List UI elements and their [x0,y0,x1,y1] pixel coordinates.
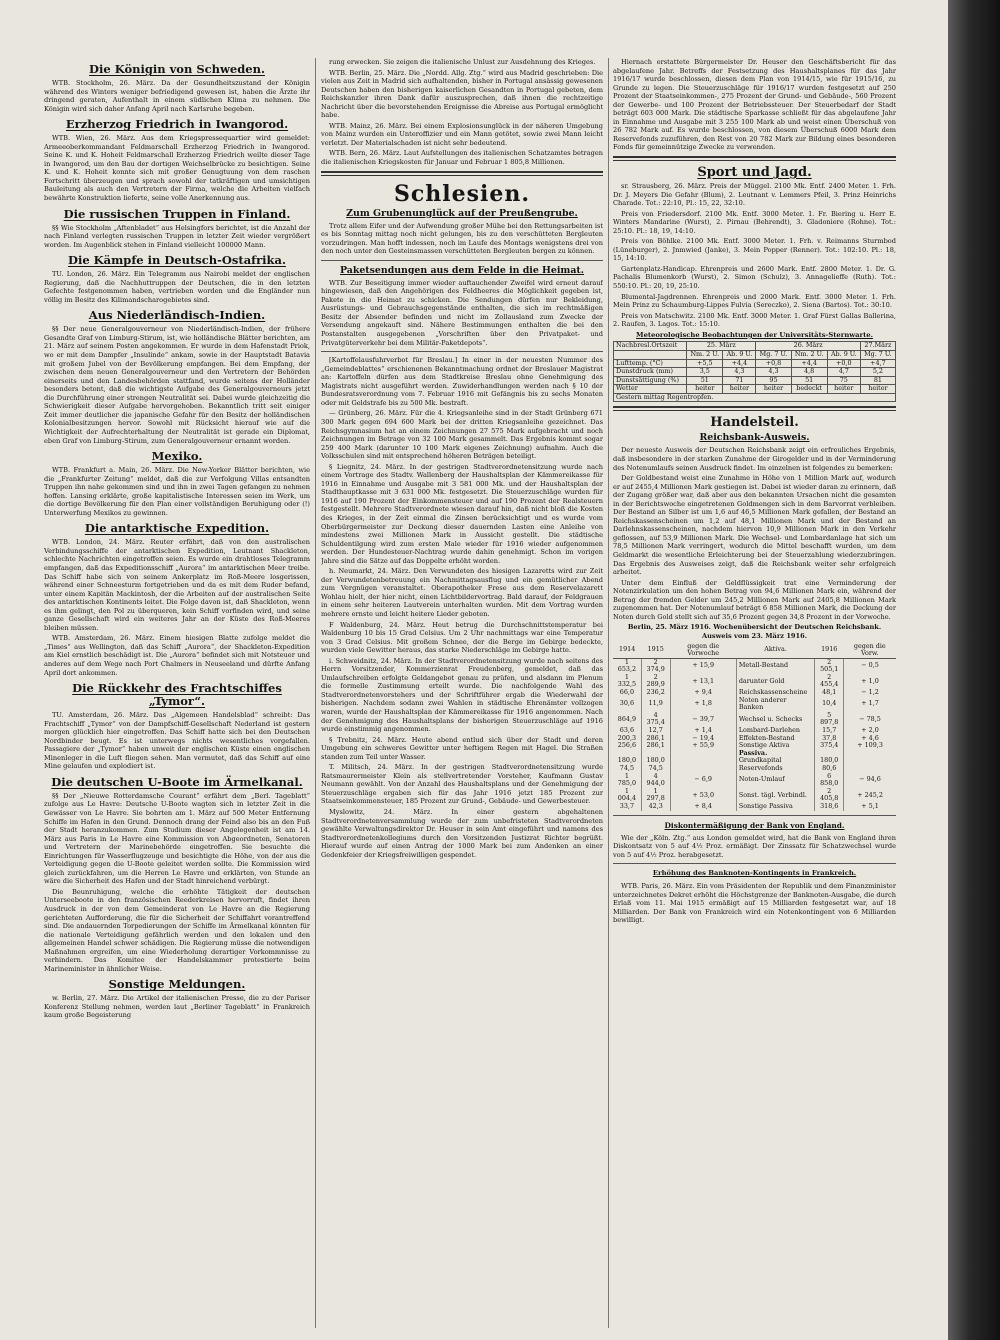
table-cell: 4,8 [791,368,827,377]
headline-mexiko: Mexiko. [151,449,203,464]
column-rule [608,58,609,1328]
headline-frankreich: Erhöhung des Banknoten-Kontingents in Frankreich. [652,869,857,878]
headline-u-boote: Die deutschen U-Boote im Ärmelkanal. [51,774,303,789]
meteo-head: 27.März [860,342,895,351]
headline-tymor: Die Rückkehr des Frachtschiffes „Tymor“. [72,681,282,709]
article-text: [Kartoffelausfuhrverbot für Breslau.] In einer in der neuesten Nummer des „Gemeindeblattes“ erschienenen Bekanntmachung ordnet der Breslauer Magistrat an: Kartoffeln dürfen aus dem Stadtkreise Breslau ohne Genehmigung des Magistrats nicht ausgeführt werden. Zuwiderhandlungen werden nach § 10 der Bundesratsverordnung vom 7. Februar 1916 mit Gefängnis bis zu sechs Monaten oder mit Geldstrafe bis zu 500 Mk. bestraft. [321,356,603,407]
article-text: Die Beunruhigung, welche die erhöhte Tätigkeit der deutschen Unterseeboote in den französischen Reederkreisen hervorruft, findet ihren Ausdruck in der von dem Gemeinderat von Le Havre an die Regierung gerichteten Aufforderung, die für die Sicherheit der Schiffahrt vorantreffend sind. Die andauernden Torpedierungen der Schiffe im Ärmelkanal könnten für die nationale Verteidigung gefährlich werden und den lokalen und den allgemeinen Handel schwer schädigen. Die Regierung müsse die notwendigen Maßnahmen ergreifen, um eine Wiederholung derartiger Vorkommnisse zu verhindern. Das Komitee der Handelskammer protestierte beim Marineminister in ähnlicher Weise. [44,887,310,973]
table-cell: Sonst. tägl. Verbindl. [736,788,815,803]
article-text: Wie der „Köln. Ztg.“ aus London gemeldet wird, hat die Bank von England ihren Diskontsatz von 5 auf 4½ Proz. ermäßigt. Der Zinssatz für Schatzwechsel wurde von 5 auf 4½ Proz. herabgesetzt. [613,833,896,859]
table-cell: Passiva. [736,750,815,758]
table-cell: 80,6 [815,765,844,773]
meteo-sub: Nm. 2 U. [791,350,827,359]
table-cell: + 109,3 [844,742,896,750]
article-text: Preis von Böhlke. 2100 Mk. Entf. 3000 Meter. 1. Frh. v. Reimanns Sturmbod (Lüneburger), 2. Jnmwied (Janke), 3. Mein Popper (Renner). Tot.: 102:10. Pl.: 18, 15, 14:10. [613,237,896,263]
table-cell: 2 374,9 [641,658,670,674]
table-cell: +4,4 [791,359,827,368]
bank-head: 1915 [641,643,670,659]
article-text: — Grünberg, 26. März. Für die 4. Kriegsanleihe sind in der Stadt Grünberg 671 300 Mark gegen 694 600 Mark bei der dritten Kriegsanleihe gezeichnet. Das Reichsgymnasium hat an einem Zeichnungen 27 575 Mark aufgebracht und noch Zeichnungen im Betrage von 32 100 Mark gesammelt. Das Ergebnis kommt sogar 259 400 Mark (darunter 10 100 Mark eigenes Zeichnung) aufnahm. Auch die Volksschulen sind mit entsprechend höheren Beträgen beteiligt. [321,409,603,461]
table-cell: 12,7 [641,727,670,735]
article-text: WTB. Stockholm, 26. März. Da der Gesundheitszustand der Königin während des Winters weniger befriedigend gewesen ist, haben die Ärzte ihr dringend geraten, Aufenthalt in einem südlichen Klima zu nehmen. Die Königin wird sich daher Anfang April nach Karlsruhe begeben. [44,79,310,113]
table-cell: +5,5 [687,359,723,368]
table-cell: 95 [756,376,791,385]
meteo-sub [614,350,687,359]
table-cell: + 13,1 [670,674,736,689]
table-cell: Dunstsättigung (%) [614,376,687,385]
bank-head: gegen die Vorw. [844,643,896,659]
table-cell: +0,8 [756,359,791,368]
table-cell: heiter [860,385,895,394]
headline-paketsendungen: Paketsendungen aus dem Felde in die Heimat. [339,264,585,276]
table-cell: 30,6 [619,699,635,708]
table-cell: + 15,9 [670,658,736,674]
headline-reichsbank: Reichsbank-Ausweis. [699,432,810,444]
table-cell: + 5,1 [844,803,896,811]
table-cell: 286,1 [641,735,670,743]
table-cell: 4,3 [723,368,756,377]
table-cell: + 1,0 [844,674,896,689]
table-cell: 66,0 [619,688,635,697]
article-text: §§ Wie Stockholm „Aftenbladet“ aus Helsingfors berichtet, ist die Anzahl der nach Finland verlegten russischen Truppen in letzter Zeit wieder vergrößert worden. Im Augenblick stehen in Finland vielleicht 100000 Mann. [44,223,310,249]
table-cell: 10,4 [815,697,844,712]
table-cell: Lufttemp. (°C) [614,359,687,368]
table-cell: + 4,6 [844,735,896,743]
table-cell: 180,0 [641,757,670,765]
article-text: T. Militsch, 24. März. In der gestrigen Stadtverordnetensitzung wurde Ratsmaurermeister Klein als stellvertretender Vorsteher, Kaufmann Gustav Neumann gewählt. Von der Anzahl des Haushaltsplans und der Genehmigung der Steuerzuschläge ergaben sich für das Jahr 1916 jetzt 185 Prozent zur Staatseinkommensteuer, 185 Prozent zur Grund-, Gebäude- und Gewerbesteuer. [321,763,603,806]
table-cell: 63,6 [619,726,635,735]
table-cell: 256,6 [617,741,637,750]
table-cell: bedeckt [791,385,827,394]
table-cell: heiter [723,385,756,394]
column-middle [321,58,603,1328]
meteo-sub: Ab. 9 U. [827,350,860,359]
table-cell: 2 405,8 [815,788,844,803]
table-cell: 1 297,8 [641,788,670,803]
table-cell: + 9,4 [670,689,736,697]
meteo-footnote: Gestern mittag Regentropfen. [614,393,896,402]
article-text: Preis von Friedersdorf. 2100 Mk. Entf. 3000 Meter. 1. Fr. Biering u. Herr E. Winters Mandarine (Wurst), 2. Pirnau (Behrendt), 3. Gladoniere (Rohne). Tot.: 25:10. Pl.: 18, 19, 14:10. [613,209,896,235]
column-rule [315,58,316,1328]
table-cell: 2 505,1 [815,658,844,674]
meteo-sub: Mg. 7 U. [860,350,895,359]
table-cell: Wechsel u. Schecks [736,712,815,727]
article-text: WTB. Amsterdam, 26. März. Einem hiesigen Blatte zufolge meldet die „Times“ aus Wellington, daß das Schiff „Aurora“, der Shackleton-Expedition am Kiel ernstlich beschädigt ist. Die „Aurora“ befindet sich mit Notsteuer und anderes auf dem Wege nach Port Chalmers in Neuseeland und dürfte Anfang April dort ankommen. [44,634,310,677]
table-cell [670,750,736,758]
table-cell: 5 897,8 [815,712,844,727]
table-cell: − 1,2 [844,689,896,697]
table-cell: Noten anderer Banken [736,697,815,712]
section-title-handel: Handelsteil. [710,415,799,431]
table-cell: +0,0 [827,359,860,368]
table-cell: − 78,5 [844,712,896,727]
table-cell: Wetter [614,385,687,394]
table-row [613,788,896,803]
table-cell: 51 [791,376,827,385]
column-right [613,58,896,1328]
table-cell: Dunstdruck (mm) [614,368,687,377]
article-text: §§ Der neue Generalgouverneur von Niederländisch-Indien, der frühere Gesandte Graf von Limburg-Stirum, ist, wie holländische Blätter berichten, am 21. März auf seinem Posten angekommen. Er wurde in dem Hafenstadt Priok, wo er mit dem Dampfer „Insulinde“ ankam, sowie in der Hauptstadt Batavia mit großem Jubel von der Bevölkerung empfangen. Bei dem Empfang, der zwischen dem neuen Generalgouverneur und den Vertretern der Behörden einerseits und den Landesbehörden stattfand, wurde seitens der Holländer besonders betont, daß die wichtigste Aufgabe des Generalgouverneurs jetzt die Durchführung einer strengen Neutralität sei. Dabei wurde gleichzeitig die Schwierigkeit dieser Aufgabe hervorgehoben. Bekanntlich tritt seit einiger Zeit immer deutlicher die japanische Gefahr für den Besitz der holländischen Kolonialbesitzungen hervor. Sowohl mit Rücksicht hierauf wie auf die Wichtigkeit der Aufrechterhaltung der Neutralität ist gerade ein Diplomat, eben Graf von Limburg-Stirum, zum Generalgouverneur ernannt worden. [44,325,310,445]
table-cell: 75 [827,376,860,385]
table-cell: 2 289,9 [641,674,670,689]
table-cell: 375,4 [815,742,844,750]
article-text: WTB. Zur Beseitigung immer wieder auftauchender Zweifel wird erneut darauf hingewiesen, daß den Angehörigen des Feldheeres die Möglichkeit gegeben ist, Pakete in die Heimat zu schicken. Die Sendungen dürfen nur Bekleidung, Ausrüstungs- und Gebrauchsgegenstände enthalten, die sich im rechtmäßigen Besitz der Absender befinden und nicht im Zollausland zum Zwecke der Versendung angekauft sind. Nähere Bestimmungen enthalten die bei den Postanstalten ausgegebenen „Vorschriften über den Privatpaket- und Privatgüterverkehr bei dem Militär-Paketdepots“. [321,278,603,347]
article-text: TU. London, 26. März. Ein Telegramm aus Nairobi meldet der englischen Regierung, daß die Nachhuttruppen der Deutschen, die in den letzten Gefechte festgenommen haben, vertrieben worden und die Engländer nun völlig im Besitz des Kilimandscharogebietes sind. [44,270,310,304]
section-title-schlesien: Schlesien. [393,180,531,207]
table-cell: 286,1 [641,742,670,750]
table-cell: Reichskassenscheine [736,689,815,697]
table-cell: 4,7 [827,368,860,377]
table-cell [844,750,896,758]
article-text: h. Neumarkt, 24. März. Den Verwundeten des hiesigen Lazaretts wird zur Zeit der Verwundetenbetreuung ein Nachmittagsausflug und ein gemütlicher Abend zum Vergnügen veranstaltet. Oberapotheker Frese aus dem Reservelazarett Wohlau hielt, der hier nicht, einen Lichtbildervortrag. Bald darauf, der Feldgrauen in einem sehr heiteren Lautverein unterhalten wurden. Mit dem Vortrag wurden mehrere ernste und leicht heitere Lieder geboten. [321,567,603,618]
section-title-sport: Sport und Jagd. [697,165,812,181]
table-cell: 74,5 [619,764,635,772]
table-row [613,773,896,788]
section-divider [321,171,603,176]
table-cell [670,765,736,773]
table-cell: 15,7 [815,727,844,735]
divider [613,863,896,864]
table-cell: Noten-Umlauf [736,773,815,788]
table-cell: Metall-Bestand [736,658,815,674]
table-cell: Grundkapital [736,757,815,765]
table-cell: 51 [687,376,723,385]
divider [613,815,896,816]
table-cell: Lombard-Darlehen [736,727,815,735]
meteo-title: Meteorologische Beobachtungen der Universitäts-Sternwarte. [636,330,873,339]
article-text: Trotz allem Eifer und der Aufwendung großer Mühe bei den Rettungsarbeiten ist es bis Sonntag mittag noch nicht gelungen, bis zu den verschütteten Bergleuten vorzudringen. Man hofft indessen, noch im Laufe des Montags wenigstens drei von den noch unter den Gesteinsmassen verschütteten Bergleuten bergen zu können. [321,221,603,256]
headline-koenigin: Die Königin von Schweden. [89,62,265,76]
article-text: WTB. Bern, 26. März. Laut Aufstellungen des italienischen Schatzamtes betragen die italienischen Kriegskosten für Januar und Februar 1 805,8 Millionen. [321,149,603,167]
table-cell: + 55,9 [670,742,736,750]
article-text: Blumental-Jagdrennen. Ehrenpreis und 2000 Mark. Entf. 3000 Meter. 1. Frh. Mein Prinz zu Schaumburg-Lippes Fulvia (Sereczko), 2. Siena (Bartos). Tot.: 30:10. [613,292,896,310]
article-text: Unter dem Einfluß der Geldflüssigkeit trat eine Verminderung der Notenzirkulation um den hohen Betrag von 94,6 Millionen Mark ein, während der Betrag der fremden Gelder um 245,2 Millionen Mark auf 2405,8 Millionen Mark zugenommen hat. Der Notenumlauf beträgt 6 858 Millionen Mark, die Deckung der Noten durch Gold stellt sich auf 35,6 Prozent gegen 34,8 Prozent in der Vorwoche. [613,578,896,621]
article-text: § Liegnitz, 24. März. In der gestrigen Stadtverordnetensitzung wurde nach einem Vortrage des Stadtv. Wallenberg der Haushaltsplan der Kämmereikasse für 1916 in Einnahme und Ausgabe mit 3 581 000 Mk. und der Haushaltsplan der Stadthauptkasse mit 3 631 000 Mk. festgesetzt. Die Steuerzuschläge wurden für 1916 auf 190 Prozent der Einkommensteuer und auf 190 Prozent der Realsteuern festgestellt. Mehrere Stadtverordnete wiesen darauf hin, daß nicht bloß die Kosten des Krieges, in der Zeit einmal die Zinsen berücksichtigt und es wurde vom Oberbürgermeister zur Deckung dieser dauernden Lasten eine Anleihe von mindestens zwei Millionen Mark in Aussicht gestellt. Die städtische Schuldentilgung wird zum ersten Male wieder für 1916 wieder aufgenommen werden. Der Hundesteuer-Nachtrag wurde dahin genehmigt. Schon im vorigen Jahre sind die Sätze auf das Doppelte erhöht worden. [321,462,603,565]
bank-head: 1916 [815,643,844,659]
bank-head: 1914 [613,643,641,659]
bank-table-title: Berlin, 25. März 1916. Wochenübersicht der Deutschen Reichsbank. Ausweis vom 23. März 1916. [627,623,882,640]
article-text: WTB. Berlin, 25. März. Die „Nordd. Allg. Ztg.“ wird aus Madrid geschrieben: Die vielen aus Zeit in Madrid sich aufhaltenden, bisher in Portugal ansässig gewesenen Deutschen haben den bisherigen kaiserlichen Gesandten in Portugal gebeten, dem Reichskanzler ihren Dank dafür auszusprechen, daß ihnen die rechtzeitige Nachricht über die bevorstehenden Ereignisse die Abreise aus Portugal ermöglicht habe. [321,68,603,120]
table-cell [844,765,896,773]
table-cell: 5,2 [860,368,895,377]
divider [321,351,603,352]
article-text: w. Berlin, 27. März. Die Artikel der italienischen Presse, die zu der Pariser Konferenz Stellung nehmen, werden laut „Berliner Tageblatt“ in Frankreich kaum große Begeisterung [44,994,310,1020]
table-cell: + 53,0 [670,788,736,803]
table-row [613,697,896,712]
table-cell [670,757,736,765]
table-cell: 48,1 [815,689,844,697]
table-cell: Sonstige Aktiva [736,742,815,750]
bank-head: gegen die Vorwoche [670,643,736,659]
table-cell: 42,3 [641,803,670,811]
book-spine [948,0,1000,1340]
table-cell: 37,8 [815,735,844,743]
table-cell: + 8,4 [670,803,736,811]
headline-antarktis: Die antarktische Expedition. [84,521,270,536]
bank-head: Aktiva. [736,643,815,659]
table-cell: + 1,4 [670,727,736,735]
table-cell: 1 653,2 [617,657,637,674]
article-text: Der Goldbestand weist eine Zunahme in Höhe von 1 Million Mark auf, wodurch er auf 2455,4 Millionen Mark gestiegen ist. Dabei ist wieder daran zu erinnern, daß der Zugang größer war, daß aber aus den bekannten Ursachen nicht die gesamten in der Berichtswoche eingetretenen Goldmengen sich in dem Barvorrat verbleiben. Der Bestand an Silber ist um 1,6 auf 46,5 Millionen Mark gefallen, der Bestand an Reichskassenscheinen um 1,2 auf 48,1 Millionen Mark und der Bestand an Darlehnskassenscheinen, nachdem hiervon 10,9 Millionen Mark in den Verkehr geflossen, auf 53,9 Millionen Mark. Die Wechsel- und Lombardanlage hat sich um 78,5 Millionen Mark verringert, wodurch die Mittel beschafft wurden, um dem Geldmarkt die wesentliche Erleichterung bei der Steuerzahlung wiederzubringen. Das Ergebnis des Ausweises zeigt, daß die Reichsbank weiter sehr erfolgreich arbeitet. [613,474,896,577]
table-row [613,712,896,727]
table-cell: 2 455,4 [815,674,844,689]
table-cell: darunter Gold [736,674,815,689]
table-cell: + 1,8 [670,697,736,712]
column-left [44,58,310,1328]
table-cell: + 1,7 [844,697,896,712]
article-text: F Waldenburg, 24. März. Heut betrug die Durchschnittstemperatur bei Waldenburg 10 bis 15 Grad Celsius. Um 2 Uhr nachmittags war eine Temperatur von 3 Grad Celsius. Mit großem Schnee, der die Berge im Gebirge bedeckte, wurden viele Gewitter heraus, das starke Niederschläge im Gebirge hatte. [321,620,603,655]
table-cell: heiter [756,385,791,394]
article-text: WTB. Paris, 26. März. Ein vom Präsidenten der Republik und dem Finanzminister unterzeichnetes Dekret erhöht die Höchstgrenze der Banknoten-Ausgabe, die durch Erlaß vom 11. Mai 1915 ermäßigt auf 15 Milliarden festgesetzt war, auf 18 Milliarden. Der Bank von Frankreich wird ein Notenkontingent von 6 Milliarden bewilligt. [613,882,896,925]
table-cell: 4 944,0 [641,773,670,788]
table-cell: 1 004,4 [617,786,637,803]
headline-sonstige: Sonstige Meldungen. [108,977,246,992]
table-cell: 200,3 [617,733,637,742]
table-cell: Effekten-Bestand [736,735,815,743]
headline-grubenunglueck: Zum Grubenunglück auf der Preußengrube. [346,207,578,219]
headline-niederlaendisch-indien: Aus Niederländisch-Indien. [88,308,266,323]
headline-erzherzog: Erzherzog Friedrich in Iwangorod. [65,117,289,132]
table-row [613,658,896,674]
table-row [613,674,896,689]
headline-diskont: Diskontermäßigung der Bank von England. [664,820,845,830]
headline-finland: Die russischen Truppen in Finland. [63,206,291,221]
table-cell: − 39,7 [670,712,736,727]
section-divider [613,406,896,411]
article-text: WTB. Frankfurt a. Main, 26. März. Die New-Yorker Blätter berichten, wie die „Frankfurter Zeitung“ meldet, daß die zur Verfolgung Villas entsandten Truppen ihn nahe gekommen sind und ihn in zwei Tagen gefangen zu nehmen hoffen. Lansing erklärte, große kapitalistische Interessen seien im Werk, um die dortige Bevölkerung für den Plan einer vollständigen Beruhigung oder (!) Unterwerfung Mexikos zu gewinnen. [44,466,310,517]
table-cell: − 19,4 [670,735,736,743]
article-text: rung erwecken. Sie zeigen die italienische Unlust zur Ausdehnung des Krieges. [329,58,596,66]
table-cell: + 245,2 [844,788,896,803]
meteo-sub: Ab. 9 U. [723,350,756,359]
divider [321,260,603,261]
article-text: Hiernach erstattete Bürgermeister Dr. Heuser den Geschäftsbericht für das abgelaufene Jahr. Betreffs der Festsetzung des Haushaltsplanes für das Jahr 1916/17 wurde beschlossen, diesen dem Plan von 1914/15, wie für 1915/16, zu Grunde zu legen. Die Steuerzuschläge für 1916/17 wurden festgesetzt auf 250 Prozent der Staatseinkommen-, 275 Prozent der Grund- und Gebäude-, 560 Prozent der Gewerbe- und 100 Prozent der Betriebssteuer. Der Steuerbedarf der Stadt beträgt 603 000 Mark. Die städtische Sparkasse schließt für das abgelaufene Jahr in Einnahme und Ausgabe mit 3 255 100 Mark ab und weist einen Überschuß von 26 782 Mark auf. Es wurde beschlossen, von diesem Überschuß 6000 Mark dem Reservefonds zuzuführen, den Rest von 20 782 Mark zur Bildung eines besonderen Fonds für gemeinnützige Zwecke zu verwenden. [613,58,896,152]
table-cell: − 6,9 [670,773,736,788]
meteo-sub: Nm. 2 U. [687,350,723,359]
table-cell: 1 785,0 [617,771,637,788]
article-text: Der neueste Ausweis der Deutschen Reichsbank zeigt ein erfreuliches Ergebnis, daß insbesondere in der starken Zunahme der Girogelder und in der Verminderung des Notenumlaufs seinen Ausdruck findet. Im einzelnen ist folgendes zu bemerken: [613,446,896,472]
table-cell: 180,0 [617,756,637,765]
table-cell: + 2,0 [844,727,896,735]
table-cell: − 94,6 [844,773,896,788]
table-cell: +4,4 [723,359,756,368]
article-text: i. Schweidnitz, 24. März. In der Stadtverordnetensitzung wurde nach seitens des Herrn Vorsitzender, Kommerzienrat Freudenberg, gemeldet, daß das Umlaufschreiben erfolgte Geldangebot genau zu prüfen, und alsdann im Plenum die formelle Zustimmung erteilt wurde. Die nachfolgende Wahl des Stadtverordnetenvorstehers und der Schriftführer ergab die Wiederwahl der bisherigen. Nachdem sodann zwei Wahlen in städtische Ehrenämter vollzogen waren, wurde der Haushaltsplan der Kämmereikasse für 1916 angenommen. Nach der Genehmigung des Haushaltsplans der bisherigen Steuerzuschläge auf 1916 wurde einstimmig angenommen. [321,656,603,734]
table-cell: 33,7 [619,801,635,810]
table-cell: +4,7 [860,359,895,368]
table-cell: 4,3 [756,368,791,377]
table-cell: heiter [687,385,723,394]
article-text: Myslowitz, 24. März. In einer gestern abgehaltenen Stadtverordnetenversammlung wurde der zum unbefristeten Stadtverordneten gewählte Verwaltungsdirektor Dr. Heuser in sein Amt eingeführt und namens des Stadtverordnetenkollegiums durch den Vorsitzenden Justizrat Richter begrüßt. Hierauf wurde auf einen Antrag der 1000 Mark bei zum Andenken an einer Gedenkfeier der Kriegsfreiwilligen gespendet. [321,808,603,859]
meteo-head: Nachbresl.Ortszeit [614,342,687,351]
meteo-table [613,341,896,402]
meteo-sub: Mg. 7 U. [756,350,791,359]
meteo-head: 25. März [687,342,756,351]
table-cell [844,757,896,765]
table-cell: 180,0 [815,757,844,765]
table-cell: 3,5 [687,368,723,377]
table-cell: 6 858,0 [815,773,844,788]
article-text: WTB. Wien, 26. März. Aus dem Kriegspressequartier wird gemeldet: Armeeoberkommandant Feldmarschall Erzherzog Friedrich in Iwangorod. Seine K. und K. Hoheit Feldmarschall Erzherzog Friedrich weilte dieser Tage in Iwangorod, um den Bau der dortigen Weichselbrücke zu besichtigen. Seine K. und K. Hoheit konnte sich mit großer Genugtuung von dem raschen Fortschritt überzeugen und sprach sowohl der tatkräftigen und umsichtigen Bauleitung als auch den Vertretern der Firma, welche die Arbeiten vielfach bewährte Konstruktion lieferte, seine volle Anerkennung aus. [44,134,310,203]
article-text: TU. Amsterdam, 26. März. Das „Algemeen Handelsblad“ schreibt: Das Frachtschiff „Tymor“ von der Dampfschiff-Gesellschaft Nederland ist gestern morgen glücklich hier eingetroffen. Das Schiff hatte sich bei den Deutschen Nordbinder beugt. Es ist unterwegs nichts wesentliches vorgefallen. Passagiere der „Tymor“ haben unweit der englischen Küste einen englischen Minenleger in die Luft fliegen sehen. Man vermutet, daß das Schiff auf eine Mine gelaufen und explodiert ist. [44,711,310,771]
table-cell: 81 [860,376,895,385]
meteo-head: 26. März [756,342,860,351]
table-cell: 74,5 [641,765,670,773]
reichsbank-table [613,643,896,811]
headline-ostafrika: Die Kämpfe in Deutsch-Ostafrika. [68,253,286,268]
table-row [613,803,896,811]
article-text: §§ Der „Nieuwe Rotterdamsche Courant“ erfährt dem „Berl. Tageblatt“ zufolge aus Le Havre: Deutsche U-Boote wagten sich in letzter Zeit in die Gewässer von Le Havre. Sie bohrten am 1. März auf 500 Meter Entfernung Schiffe im Hafen in den Grund. Dennoch drang der Feind also bis an den Fuß der Stadt heranzukommen. Zum Studium dieser Angelegenheit ist am 14. März aus Paris in Le Havre eine Kommission von Abgeordneten, Senatoren und Vertretern der Marinebehörde eingetroffen. Sie besuchte die Einrichtungen für Wasserflugzeuge und besichtigte die Höhe, von der aus die Verteidigung gegen die U-Boote geleitet werden sollte. Die Kommission wird gleich zurückfahren, um die Herren Le Havre und erklärten, von Stunde an wäre die Sicherheit des Hafen und der Stadt hinreichend verbürgt. [44,791,310,886]
table-cell: 1 332,5 [617,672,637,689]
article-text: sr. Strausberg, 26. März. Preis der Müggel. 2100 Mk. Entf. 2400 Meter. 1. Frh. Dr. J. Meyers Die Gefahr (Blum), 2. Leutnant v. Lemmers Pfeil, 3. Prinz Heinrichs Charade. Tot.: 22:10, Pl.: 15, 22, 32:10. [613,182,896,208]
article-text: WTB. Mainz, 26. März. Bei einem Explosionsunglück in der näheren Umgebung von Mainz wurden ein Unteroffizier und ein Mann getötet, sowie zwei Mann leicht verletzt. Der Materialschaden ist nicht sehr bedeutend. [321,121,603,147]
table-cell: heiter [827,385,860,394]
section-divider [613,156,896,161]
article-text: Preis von Matschwitz. 2100 Mk. Entf. 3000 Meter. 1. Graf Fürst Gallas Ballerina, 2. Raufen, 3. Lagos. Tot.: 15:10. [613,311,896,329]
table-cell: 864,9 [617,714,637,723]
table-cell: Reservefonds [736,765,815,773]
table-cell: 71 [723,376,756,385]
article-text: WTB. London, 24. März. Reuter erfährt, daß von den australischen Verbindungsschiffe der antarktischen Expedition, Leutnant Shackleton, schlechte Nachrichten eingetroffen seien. Es wurde ein drahtloses Telegramm empfangen, daß das Expeditionsschiff „Aurora“ im antarktischen Meer treibe. Das Schiff habe sich von seinem Ankerplatz im Roß-Meere losgerissen, während einer Schneesturm fortgetrieben und da es mit dem Ruder befand, unter einem Kapitän Mackintosh, der die Arbeiten auf der australischen Seite des antarktischen Kontinents leitet. Die Folge davon ist, daß Shackleton, wenn es ihm gelingt, den Pol zu überqueren, kein Schiff vorfinden wird, und seine ganze Gesellschaft wird ein weiteres Jahr an der Küste des Roß-Meeres bleiben müssen. [44,538,310,632]
article-text: Gartenplatz-Handicap. Ehrenpreis und 2600 Mark. Entf. 2800 Meter. 1. Dr. G. Pachalis Blumenkorb (Wurst), 2. Simon (Schulz), 3. Annagelieffe (Ruth). Tot.: 550:10. Pl.: 20, 19, 25:10. [613,264,896,291]
table-cell: 4 375,4 [641,712,670,727]
table-cell: 236,2 [641,689,670,697]
table-cell: − 0,5 [844,658,896,674]
table-cell: 11,9 [641,697,670,712]
table-cell: Sonstige Passiva [736,803,815,811]
table-cell: 318,6 [815,803,844,811]
article-text: § Trebnitz, 24. März. Heute abend entlud sich über der Stadt und deren Umgebung ein schweres Gewitter unter heftigem Regen mit Hagel. Die Straßen standen zum Teil unter Wasser. [321,735,603,761]
